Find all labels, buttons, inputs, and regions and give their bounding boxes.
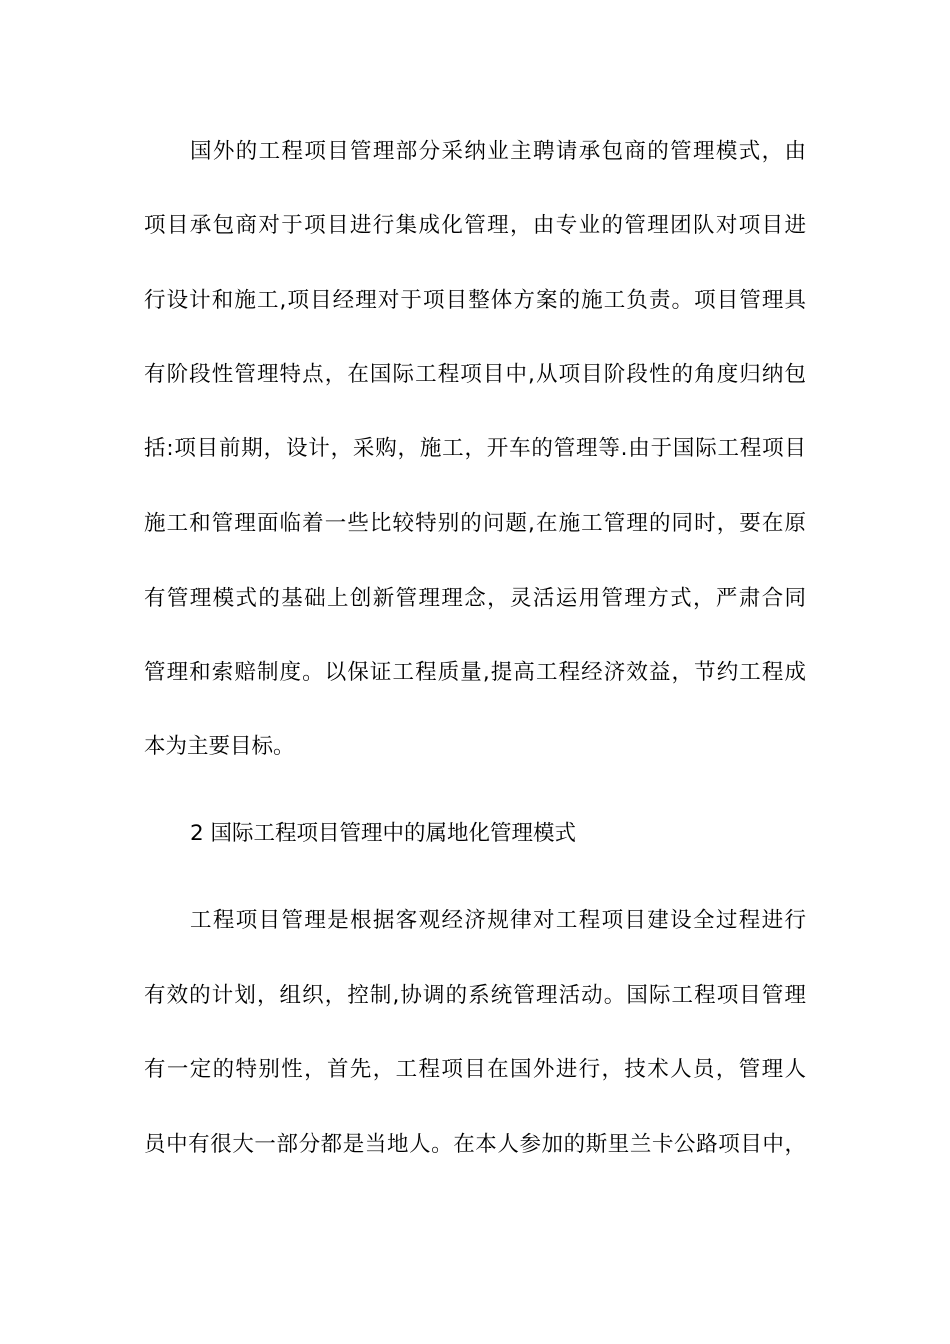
- section-heading: 2 国际工程项目管理中的属地化管理模式: [190, 821, 577, 846]
- paragraph-1-line: 有阶段性管理特点，在国际工程项目中,从项目阶段性的角度归纳包: [144, 362, 806, 387]
- paragraph-1-line: 国外的工程项目管理部分采纳业主聘请承包商的管理模式，由: [190, 139, 806, 164]
- paragraph-1-line: 施工和管理面临着一些比较特别的问题,在施工管理的同时，要在原: [144, 511, 806, 536]
- paragraph-2-line: 有一定的特别性，首先，工程项目在国外进行，技术人员，管理人: [144, 1057, 806, 1082]
- paragraph-1-line: 有管理模式的基础上创新管理理念，灵活运用管理方式，严肃合同: [144, 586, 806, 611]
- paragraph-1-line: 本为主要目标。: [144, 734, 295, 759]
- paragraph-1-line: 管理和索赔制度。以保证工程质量,提高工程经济效益，节约工程成: [144, 660, 806, 685]
- paragraph-1-line: 行设计和施工,项目经理对于项目整体方案的施工负责。项目管理具: [144, 288, 806, 313]
- paragraph-1-line: 括:项目前期，设计，采购，施工，开车的管理等.由于国际工程项目: [144, 436, 806, 461]
- paragraph-2-line: 员中有很大一部分都是当地人。在本人参加的斯里兰卡公路项目中，: [144, 1132, 806, 1157]
- paragraph-1-line: 项目承包商对于项目进行集成化管理，由专业的管理团队对项目进: [144, 213, 806, 238]
- paragraph-2-line: 有效的计划，组织，控制,协调的系统管理活动。国际工程项目管理: [144, 983, 806, 1008]
- paragraph-2-line: 工程项目管理是根据客观经济规律对工程项目建设全过程进行: [190, 908, 806, 933]
